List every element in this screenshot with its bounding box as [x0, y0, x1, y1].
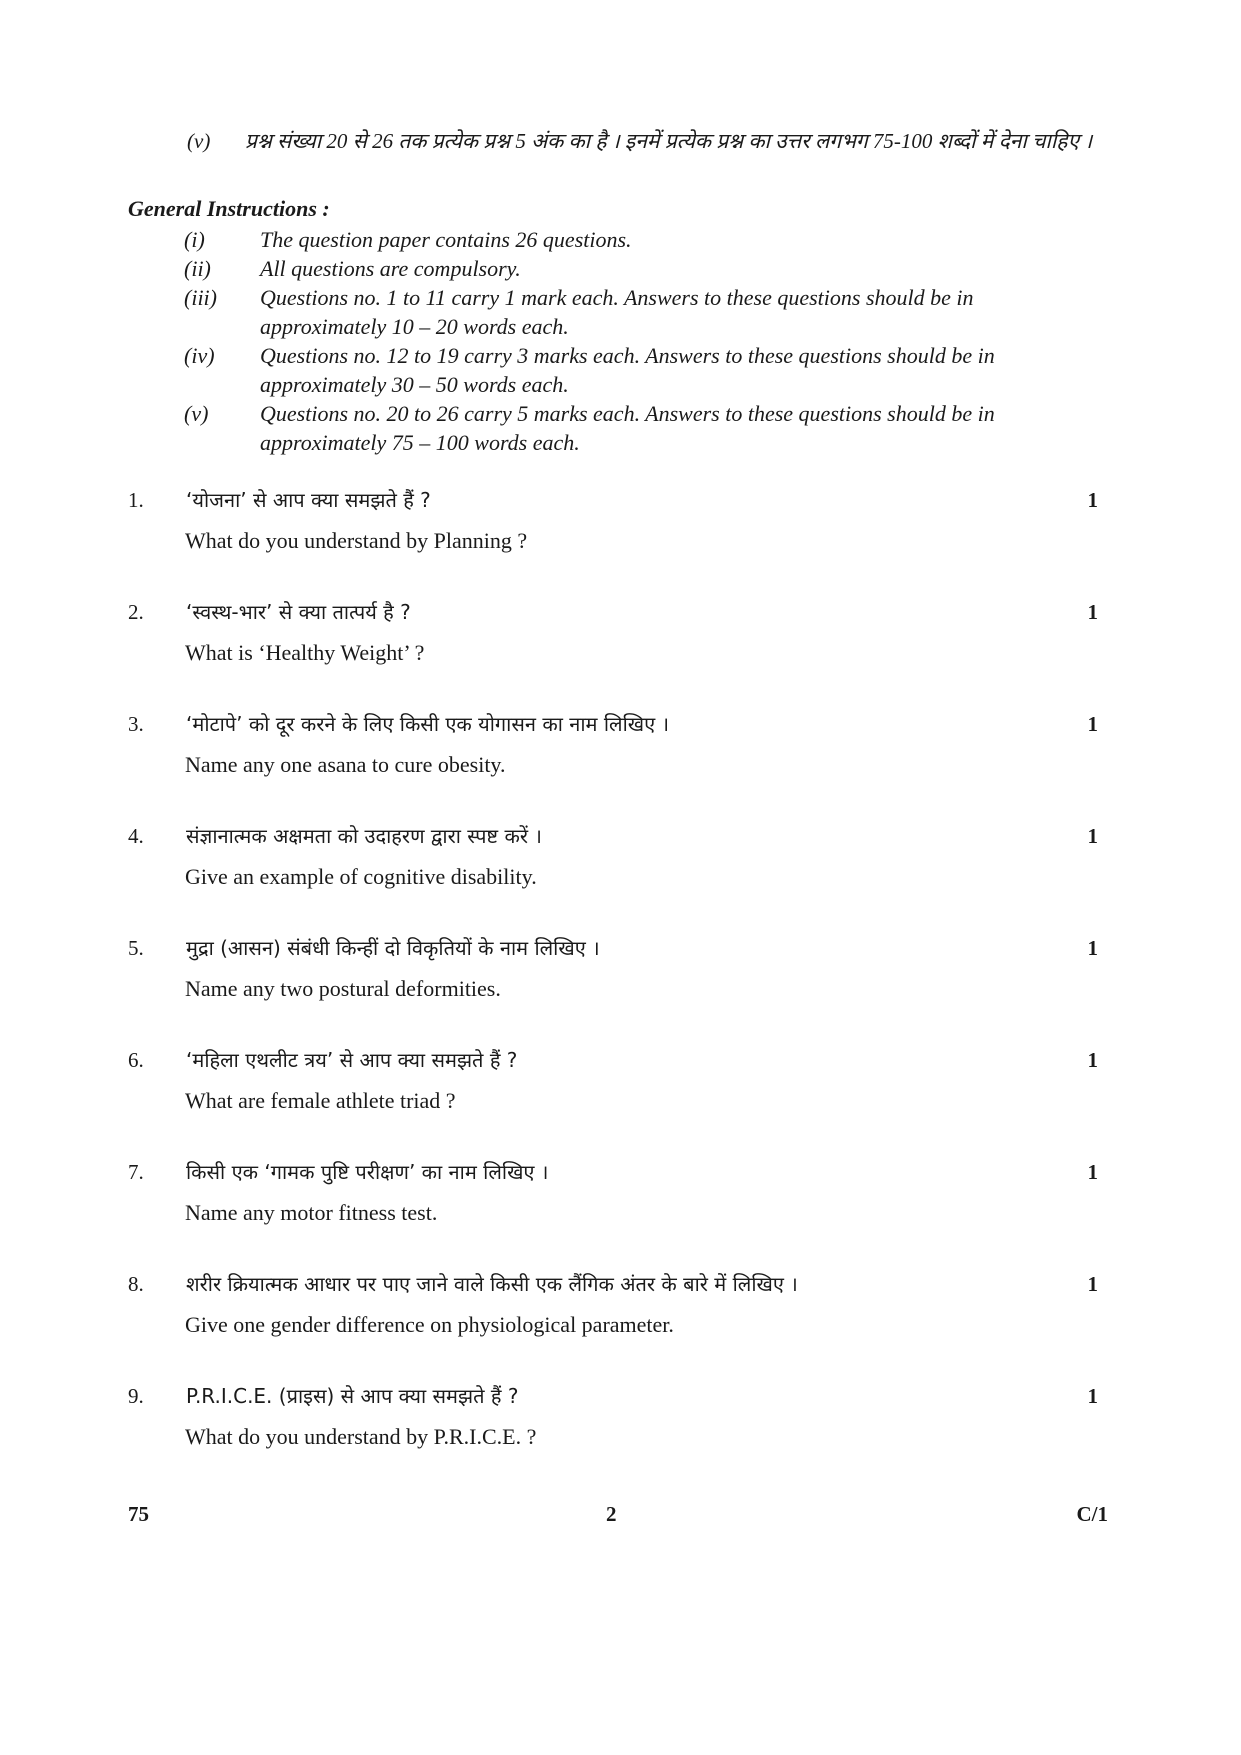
question-english: What do you understand by P.R.I.C.E. ? — [185, 1424, 537, 1449]
question-item — [128, 933, 1108, 1045]
question-hindi: ‘महिला एथलीट त्रय’ से आप क्या समझते हैं ? — [186, 1048, 518, 1072]
question-item — [128, 597, 1108, 709]
question-list — [128, 485, 1108, 1493]
question-number: 6. — [128, 1048, 144, 1072]
instruction-number: (v) — [184, 401, 209, 426]
question-number: 4. — [128, 824, 144, 848]
question-item — [128, 709, 1108, 821]
instruction-text: Questions no. 1 to 11 carry 1 mark each. Answers to these questions should be in approximately 10 – 20 words each. — [260, 285, 974, 339]
question-hindi: ‘मोटापे’ को दूर करने के लिए किसी एक योगासन का नाम लिखिए । — [186, 712, 670, 736]
page-number: 2 — [606, 1502, 617, 1526]
question-marks: 1 — [1087, 1160, 1098, 1184]
question-marks: 1 — [1087, 1048, 1098, 1072]
question-item — [128, 485, 1108, 597]
question-item — [128, 1269, 1108, 1381]
instruction-number: (iv) — [184, 343, 215, 368]
question-marks: 1 — [1087, 1384, 1098, 1408]
instruction-number: (iii) — [184, 285, 217, 310]
question-english: Name any two postural deformities. — [185, 976, 501, 1001]
question-item — [128, 1381, 1108, 1493]
question-marks: 1 — [1087, 600, 1098, 624]
page-footer — [128, 1502, 1108, 1532]
general-instructions-list — [184, 225, 1104, 457]
instruction-number: (v) — [187, 129, 211, 153]
question-hindi: मुद्रा (आसन) संबंधी किन्हीं दो विकृतियों के नाम लिखिए । — [186, 936, 600, 960]
question-marks: 1 — [1087, 1272, 1098, 1296]
question-item — [128, 1045, 1108, 1157]
question-marks: 1 — [1087, 824, 1098, 848]
instruction-number: (ii) — [184, 256, 211, 281]
instruction-text: All questions are compulsory. — [260, 256, 521, 281]
question-hindi: ‘योजना’ से आप क्या समझते हैं ? — [186, 488, 431, 512]
question-marks: 1 — [1087, 936, 1098, 960]
question-number: 3. — [128, 712, 144, 736]
instruction-item — [184, 399, 1104, 457]
question-hindi: शरीर क्रियात्मक आधार पर पाए जाने वाले किसी एक लैंगिक अंतर के बारे में लिखिए । — [186, 1272, 798, 1296]
question-english: Give one gender difference on physiological parameter. — [185, 1312, 674, 1337]
instruction-text: Questions no. 20 to 26 carry 5 marks each. Answers to these questions should be in approximately 75 – 100 words each. — [260, 401, 995, 455]
question-hindi: संज्ञानात्मक अक्षमता को उदाहरण द्वारा स्पष्ट करें । — [186, 824, 542, 848]
question-number: 7. — [128, 1160, 144, 1184]
question-item — [128, 821, 1108, 933]
instruction-item — [184, 283, 1104, 341]
question-marks: 1 — [1087, 488, 1098, 512]
question-english: Give an example of cognitive disability. — [185, 864, 537, 889]
question-hindi: किसी एक ‘गामक पुष्टि परीक्षण’ का नाम लिखिए । — [186, 1160, 549, 1184]
question-english: Name any one asana to cure obesity. — [185, 752, 506, 777]
question-number: 8. — [128, 1272, 144, 1296]
question-number: 1. — [128, 488, 144, 512]
question-hindi: P.R.I.C.E. (प्राइस) से आप क्या समझते हैं ? — [186, 1384, 519, 1408]
question-hindi: ‘स्वस्थ-भार’ से क्या तात्पर्य है ? — [186, 600, 411, 624]
question-number: 5. — [128, 936, 144, 960]
question-english: What are female athlete triad ? — [185, 1088, 456, 1113]
question-item — [128, 1157, 1108, 1269]
instruction-item — [184, 254, 1104, 283]
paper-set: C/1 — [1076, 1502, 1108, 1526]
question-english: Name any motor fitness test. — [185, 1200, 438, 1225]
instruction-text: प्रश्न संख्या 20 से 26 तक प्रत्येक प्रश्न 5 अंक का है । इनमें प्रत्येक प्रश्न का उत्तर लगभग 75-100 शब्दों में देना चाहिए । — [245, 129, 1093, 153]
instruction-text: Questions no. 12 to 19 carry 3 marks each. Answers to these questions should be in approximately 30 – 50 words each. — [260, 343, 995, 397]
question-english: What is ‘Healthy Weight’ ? — [185, 640, 425, 665]
question-english: What do you understand by Planning ? — [185, 528, 528, 553]
instruction-item — [184, 225, 1104, 254]
question-number: 9. — [128, 1384, 144, 1408]
instruction-item — [184, 341, 1104, 399]
general-instructions-title: General Instructions : — [128, 196, 330, 221]
paper-code: 75 — [128, 1502, 149, 1526]
instruction-number: (i) — [184, 227, 205, 252]
question-number: 2. — [128, 600, 144, 624]
instruction-text: The question paper contains 26 questions. — [260, 227, 632, 252]
question-marks: 1 — [1087, 712, 1098, 736]
